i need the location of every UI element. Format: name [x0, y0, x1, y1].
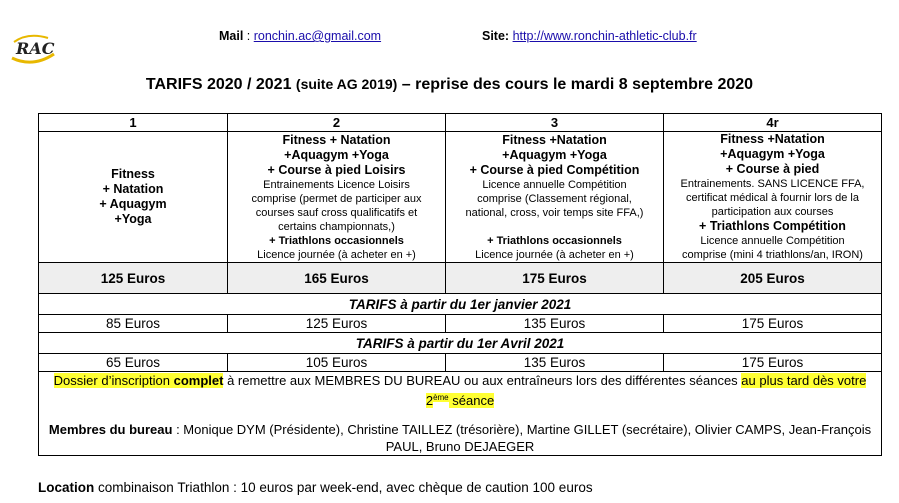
location-text: combinaison Triathlon : 10 euros par week-end, avec chèque de caution 100 euros [98, 480, 593, 495]
formula-2-detail: courses sauf cross qualificatifs et [255, 206, 418, 219]
formula-4-detail: comprise (mini 4 triathlons/an, IRON) [682, 249, 863, 261]
price-row-january [39, 315, 882, 333]
formula-2-detail: Entrainements Licence Loisirs [263, 178, 410, 191]
formula-4-detail: Licence annuelle Compétition [700, 235, 845, 247]
formula-2-detail: certains championnats,) [278, 220, 395, 233]
price-cell: 175 Euros [664, 354, 882, 372]
price-row-april [39, 354, 882, 372]
formula-2-line: + Course à pied Loisirs [267, 162, 406, 177]
title-paren: (suite AG 2019) [295, 76, 398, 92]
page-title [0, 76, 899, 94]
spacer [448, 220, 661, 234]
logo-text: RAC [16, 39, 55, 58]
formula-4-detail: Entrainements. SANS LICENCE FFA, [680, 178, 865, 190]
formula-3-detail: Licence annuelle Compétition [482, 178, 627, 191]
price-cell: 205 Euros [664, 263, 882, 294]
formula-3-detail: Licence journée (à acheter en +) [475, 248, 634, 261]
formula-4-line: +Aquagym +Yoga [720, 147, 825, 161]
deadline-sup: ème [433, 393, 449, 402]
header-3: 3 [446, 114, 664, 132]
formula-3-line: Fitness +Natation [502, 132, 607, 147]
mail-contact: Mail : ronchin.ac@gmail.com [219, 29, 382, 43]
mail-link[interactable]: ronchin.ac@gmail.com [253, 29, 382, 43]
price-row-2020 [39, 263, 882, 294]
formula-2-detail: Licence journée (à acheter en +) [257, 248, 416, 261]
header-4: 4r [664, 114, 882, 132]
registration-complete: complet [173, 373, 224, 388]
formula-3-line: +Aquagym +Yoga [502, 147, 607, 162]
title-rest: – reprise des cours le mardi 8 septembre 2020 [401, 76, 754, 93]
formula-4-line: Fitness +Natation [720, 132, 825, 146]
registration-text: à remettre aux MEMBRES DU BUREAU ou aux entraîneurs lors des différentes séances [227, 373, 738, 388]
club-logo [8, 28, 58, 68]
price-cell: 65 Euros [39, 354, 228, 372]
info-cell [39, 372, 882, 456]
formula-2-triathlon: + Triathlons occasionnels [269, 234, 404, 247]
site-contact [482, 29, 697, 43]
mail-label: Mail [219, 29, 244, 43]
formula-4-detail: certificat médical à fournir lors de la [685, 192, 859, 204]
site-link[interactable]: http://www.ronchin-athletic-club.fr [512, 29, 697, 43]
price-cell: 105 Euros [228, 354, 446, 372]
board-members-text: : Monique DYM (Présidente), Christine TAILLEZ (trésorière), Martine GILLET (secrétaire), Olivier CAMPS, Jean-François PAUL, Bruno DEJAEGER [176, 422, 872, 455]
price-cell: 125 Euros [228, 315, 446, 333]
formula-2 [228, 132, 446, 263]
price-cell: 165 Euros [228, 263, 446, 294]
price-cell: 175 Euros [664, 315, 882, 333]
formula-3-detail: comprise (Classement régional, [477, 192, 632, 205]
price-cell: 85 Euros [39, 315, 228, 333]
section-april-label: TARIFS à partir du 1er Avril 2021 [39, 333, 882, 354]
registration-highlight: Dossier d’inscription [53, 373, 170, 388]
formula-4-detail: participation aux courses [711, 206, 834, 218]
site-label: Site: [482, 29, 510, 43]
formula-1-line: +Yoga [114, 212, 152, 226]
board-members-label: Membres du bureau [48, 422, 173, 438]
tarifs-table [38, 113, 882, 456]
section-january [39, 294, 882, 315]
formula-1-line: + Natation [102, 182, 164, 196]
formula-2-line: Fitness + Natation [282, 132, 391, 147]
header-2: 2 [228, 114, 446, 132]
deadline-highlight: au plus tard dès votre 2 [425, 373, 867, 409]
formula-1 [39, 132, 228, 263]
deadline-highlight-end: séance [452, 393, 495, 409]
formula-1-line: Fitness [111, 167, 155, 181]
location-label: Location [38, 480, 95, 495]
registration-note [41, 372, 879, 409]
price-cell: 175 Euros [446, 263, 664, 294]
board-members [41, 421, 879, 455]
formula-1-line: + Aquagym [99, 197, 167, 211]
title-main: TARIFS 2020 / 2021 [145, 76, 292, 93]
formula-row [39, 132, 882, 263]
price-cell: 135 Euros [446, 315, 664, 333]
header-1: 1 [39, 114, 228, 132]
formula-3-triathlon: + Triathlons occasionnels [487, 234, 622, 247]
info-row [39, 372, 882, 456]
header-row [39, 114, 882, 132]
formula-2-line: +Aquagym +Yoga [284, 147, 389, 162]
location-note [38, 480, 593, 495]
formula-3 [446, 132, 664, 263]
formula-3-line: + Course à pied Compétition [469, 162, 640, 177]
formula-4-line: + Course à pied [725, 162, 820, 176]
section-january-label: TARIFS à partir du 1er janvier 2021 [39, 294, 882, 315]
formula-4 [664, 132, 882, 263]
price-cell: 135 Euros [446, 354, 664, 372]
section-april [39, 333, 882, 354]
formula-4-triathlon: + Triathlons Compétition [699, 219, 846, 233]
price-cell: 125 Euros [39, 263, 228, 294]
formula-3-detail: national, cross, voir temps site FFA,) [465, 206, 644, 219]
formula-2-detail: comprise (permet de participer aux [251, 192, 422, 205]
